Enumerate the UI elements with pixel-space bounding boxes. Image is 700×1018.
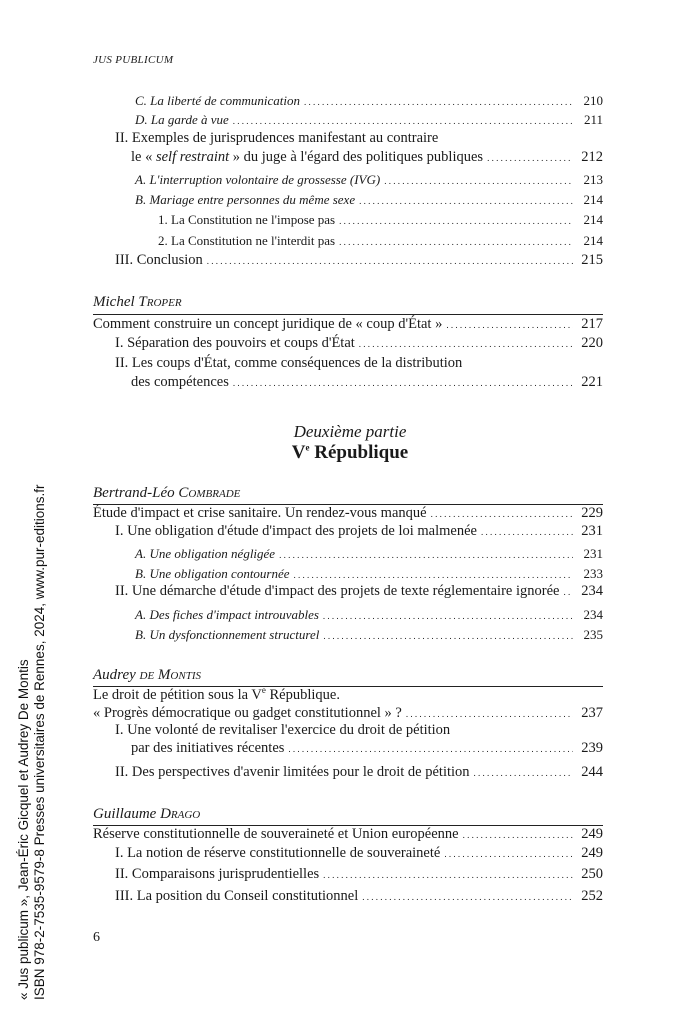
toc-entry-page: 235 — [583, 627, 603, 642]
toc-entry-page: 229 — [581, 505, 603, 521]
toc-entry-text: A. L'interruption volontaire de grossesse (IVG) — [135, 172, 381, 187]
leader-dots — [323, 626, 573, 645]
leader-dots — [474, 764, 573, 782]
leader-dots — [207, 252, 573, 270]
toc-entry-text: 1. La Constitution ne l'impose pas — [158, 212, 336, 227]
page-number: 6 — [93, 930, 100, 945]
toc-entry — [135, 565, 603, 584]
toc-entry — [135, 191, 603, 210]
leader-dots — [362, 888, 573, 906]
part-title: Ve République — [291, 442, 409, 463]
toc-entry-page: 210 — [583, 93, 603, 108]
toc-entry — [93, 316, 603, 334]
toc-entry-text: B. Une obligation contournée — [135, 566, 290, 581]
author-name: Bertrand-Léo Combrade — [93, 485, 241, 501]
toc-entry-text: B. Mariage entre personnes du même sexe — [135, 192, 356, 207]
toc-entry — [131, 374, 603, 392]
toc-entry-page: 231 — [583, 546, 603, 561]
leader-dots — [384, 171, 573, 190]
leader-dots — [323, 606, 573, 625]
toc-entry-text: II. Exemples de jurisprudences manifestant au contraire — [115, 130, 439, 146]
toc-entry-text: I. Une volonté de revitaliser l'exercice du droit de pétition — [115, 722, 451, 738]
toc-entry-page: 239 — [581, 740, 603, 756]
toc-entry-text: I. La notion de réserve constitutionnelle de souveraineté — [115, 845, 441, 861]
leader-dots — [233, 374, 573, 392]
toc-entry — [115, 252, 603, 270]
toc-entry-text: des compétences — [131, 374, 229, 390]
toc-entry — [135, 545, 603, 564]
toc-entry-page: 220 — [581, 335, 603, 351]
toc-entry-page: 244 — [581, 764, 603, 780]
leader-dots — [279, 545, 573, 564]
toc-entry-page: 217 — [581, 316, 603, 332]
toc-entry-page: 214 — [583, 192, 603, 207]
toc-entry-text: A. Des fiches d'impact introuvables — [135, 607, 319, 622]
leader-dots — [446, 316, 573, 334]
toc-entry-page: 214 — [583, 233, 603, 248]
toc-entry-text: D. La garde à vue — [135, 112, 229, 127]
toc-entry — [115, 335, 603, 353]
toc-entry-text: I. Séparation des pouvoirs et coups d'État — [115, 335, 355, 351]
copyright-line: « Jus publicum », Jean-Éric Gicquel et Audrey De Montis — [16, 659, 31, 1000]
toc-entry-page: 234 — [583, 607, 603, 622]
toc-entry-text: Étude d'impact et crise sanitaire. Un rendez-vous manqué — [93, 505, 427, 521]
toc-entry-text: III. Conclusion — [115, 252, 203, 268]
toc-entry — [115, 888, 603, 906]
toc-entry-page: 250 — [581, 866, 603, 882]
toc-entry-page: 231 — [581, 523, 603, 539]
toc-entry — [93, 705, 603, 723]
toc-entry — [158, 211, 603, 230]
toc-entry — [115, 523, 603, 541]
leader-dots — [444, 845, 573, 863]
toc-entry-text: par des initiatives récentes — [131, 740, 285, 756]
leader-dots — [339, 232, 573, 251]
toc-entry-text: C. La liberté de communication — [135, 93, 301, 108]
toc-entry — [115, 845, 603, 863]
toc-entry — [135, 606, 603, 625]
toc-entry-page: 214 — [583, 212, 603, 227]
toc-entry-page: 234 — [581, 583, 603, 599]
toc-entry — [131, 740, 603, 758]
leader-dots — [294, 565, 573, 584]
leader-dots — [481, 523, 573, 541]
leader-dots — [304, 92, 573, 111]
toc-entry — [115, 583, 603, 601]
toc-entry — [131, 149, 603, 167]
toc-entry-page: 213 — [583, 172, 603, 187]
author-name: Audrey de Montis — [93, 667, 201, 683]
leader-dots — [323, 866, 573, 884]
toc-entry — [135, 111, 603, 130]
toc-entry-text: Comment construire un concept juridique de « coup d'État » — [93, 316, 443, 332]
leader-dots — [233, 111, 573, 130]
toc-entry-text: A. Une obligation négligée — [135, 546, 276, 561]
leader-dots — [563, 583, 573, 601]
toc-entry-page: 237 — [581, 705, 603, 721]
toc-entry — [93, 505, 603, 523]
leader-dots — [487, 149, 573, 167]
toc-entry — [115, 866, 603, 884]
toc-entry-text: le « self restraint » du juge à l'égard des politiques publiques — [131, 149, 484, 165]
toc-entry — [135, 92, 603, 111]
toc-entry — [135, 626, 603, 645]
toc-entry-text: II. Une démarche d'étude d'impact des projets de texte réglementaire ignorée — [115, 583, 560, 599]
toc-entry-page: 211 — [583, 112, 603, 127]
toc-entry — [115, 764, 603, 782]
toc-entry-text: I. Une obligation d'étude d'impact des projets de loi malmenée — [115, 523, 477, 539]
toc-entry-page: 212 — [581, 149, 603, 165]
author-name: Michel Troper — [93, 294, 182, 310]
toc-entry-page: 249 — [581, 826, 603, 842]
leader-dots — [431, 505, 573, 523]
toc-entry — [93, 826, 603, 844]
toc-entry-text: B. Un dysfonctionnement structurel — [135, 627, 320, 642]
leader-dots — [463, 826, 573, 844]
leader-dots — [406, 705, 573, 723]
leader-dots — [288, 740, 573, 758]
running-header: JUS PUBLICUM — [93, 54, 174, 66]
toc-entry-page: 233 — [583, 566, 603, 581]
divider — [93, 314, 603, 315]
leader-dots — [339, 211, 573, 230]
toc-entry-page: 249 — [581, 845, 603, 861]
toc-entry-text: II. Des perspectives d'avenir limitées pour le droit de pétition — [115, 764, 470, 780]
toc-entry-text: « Progrès démocratique ou gadget constitutionnel » ? — [93, 705, 402, 721]
part-subtitle: Deuxième partie — [293, 422, 407, 441]
toc-entry-text: II. Les coups d'État, comme conséquences de la distribution — [115, 355, 463, 371]
toc-entry-text: 2. La Constitution ne l'interdit pas — [158, 233, 336, 248]
toc-entry-page: 221 — [581, 374, 603, 390]
copyright-line: ISBN 978-2-7535-9579-8 Presses universitaires de Rennes, 2024, www.pur-editions.fr — [32, 484, 47, 1000]
toc-entry-text: Le droit de pétition sous la Ve République. — [93, 685, 340, 703]
leader-dots — [359, 191, 573, 210]
toc-entry-text: II. Comparaisons jurisprudentielles — [115, 866, 320, 882]
copyright-sidebar — [16, 484, 48, 1000]
toc-entry-text: III. La position du Conseil constitutionnel — [115, 888, 359, 904]
toc-entry-page: 215 — [581, 252, 603, 268]
toc-entry — [135, 171, 603, 190]
toc-entry-page: 252 — [581, 888, 603, 904]
leader-dots — [359, 335, 573, 353]
toc-entry — [158, 232, 603, 251]
toc-entry-text: Réserve constitutionnelle de souveraineté et Union européenne — [93, 826, 459, 842]
author-name: Guillaume Drago — [93, 806, 201, 822]
